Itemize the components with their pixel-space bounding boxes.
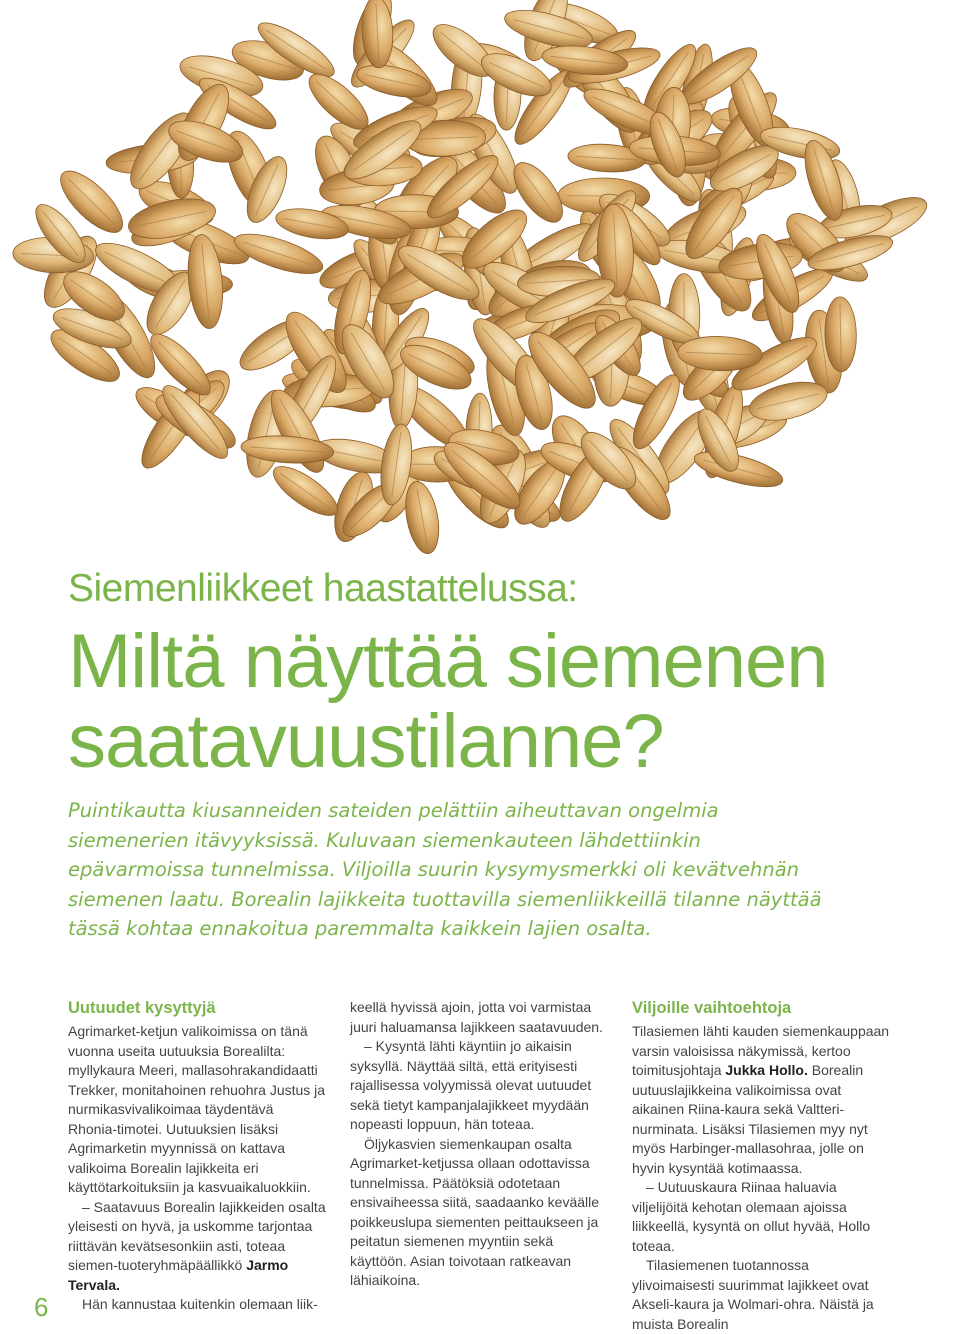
col3-p1-rest: Borealin uutuuslajikkeina valikoimissa ovat aikainen Riina-kaura sekä Valtteri-nurminata. Lisäksi Tilasiemen myy nyt myös Harbinger-mallasohraa, jolle on hyvin kysyntää kotimaassa.: [632, 1062, 868, 1176]
col3-p1-text: Tilasiemen lähti kauden siemenkauppaan varsin valoisissa näkymissä, kertoo toimitusjohtaja: [632, 1023, 889, 1078]
column-2: [350, 998, 608, 1291]
headline-line-2: saatavuustilanne?: [68, 702, 928, 782]
barley-grains-photo: [0, 0, 960, 555]
article-headline: [68, 622, 928, 782]
column-3: [632, 998, 890, 1334]
col1-paragraph-2: [68, 1198, 326, 1296]
col1-p2-text: – Saatavuus Borealin lajikkeiden osalta yleisesti on hyvä, ja uskomme tarjontaa riittävän kevätsesonkiin asti, toteaa siemen-tuoteryhmäpäällikkö: [68, 1199, 326, 1274]
col1-paragraph-3: Hän kannustaa kuitenkin olemaan liik-: [68, 1295, 326, 1315]
col3-paragraph-2: – Uutuuskaura Riinaa haluavia viljelijöitä kehotan olemaan ajoissa liikkeellä, kysyntä on ollut hyvää, Hollo toteaa.: [632, 1178, 890, 1256]
article-lead: Puintikautta kiusanneiden sateiden pelättiin aiheuttavan ongelmia siemenerien itävyyksissä. Kuluvaan siemenkauteen lähdettiinkin epävarmoissa tunnelmissa. Viljoilla suurin kysymysmerkki oli kevätvehnän siemenen laatu. Borealin lajikkeita tuottavilla siemenliikkeillä tilanne näyttää tässä kohtaa ennakoitua paremmalta kaikkein lajien osalta.: [68, 796, 828, 944]
col2-paragraph-1: keellä hyvissä ajoin, jotta voi varmistaa juuri haluamansa lajikkeen saatavuuden.: [350, 998, 608, 1037]
col2-paragraph-3: Öljykasvien siemenkaupan osalta Agrimarket-ketjussa ollaan odottavissa tunnelmissa. Päätöksiä odotetaan ensivaiheessa siitä, saadaanko keväälle poikkeuslupa siementen peittaukseen ja peitatun siemenen myyntiin sekä käyttöön. Asian toivotaan ratkeavan lähiaikoina.: [350, 1135, 608, 1291]
col1-paragraph-1: Agrimarket-ketjun valikoimissa on tänä vuonna useita uutuuksia Borealilta: myllykaura Meeri, mallasohrakandidaatti Trekker, monitahoinen rehuohra Justus ja nurmikasvivalikoimaa täydentävä Rhonia-timotei. Uutuuksien lisäksi Agrimarketin myynnissä on kattava valikoima Borealin lajikkeita eri käyttötarkoituksiin ja kasvuaikaluokkiin.: [68, 1022, 326, 1198]
headline-line-1: Miltä näyttää siemenen: [68, 622, 928, 702]
page-number: 6: [34, 1292, 48, 1323]
col3-paragraph-3: Tilasiemenen tuotannossa ylivoimaisesti suurimmat lajikkeet ovat Akseli-kaura ja Wolmari-ohra. Näistä ja muista Borealin: [632, 1256, 890, 1334]
person-name-hollo: Jukka Hollo.: [725, 1062, 807, 1078]
section-heading-viljoille: Viljoille vaihtoehtoja: [632, 998, 890, 1018]
person-name-tervala: Jarmo Tervala.: [68, 1257, 288, 1293]
column-1: [68, 998, 326, 1315]
article-kicker: Siemenliikkeet haastattelussa:: [68, 567, 578, 611]
section-heading-uutuudet: Uutuudet kysyttyjä: [68, 998, 326, 1018]
col3-paragraph-1: [632, 1022, 890, 1178]
col2-paragraph-2: – Kysyntä lähti käyntiin jo aikaisin syksyllä. Näyttää siltä, että erityisesti rajallisessa volyymissä olevat uutuudet sekä tietyt kampanjalajikkeet myydään nopeasti loppuun, hän toteaa.: [350, 1037, 608, 1135]
barley-grains-illustration: [0, 0, 960, 555]
